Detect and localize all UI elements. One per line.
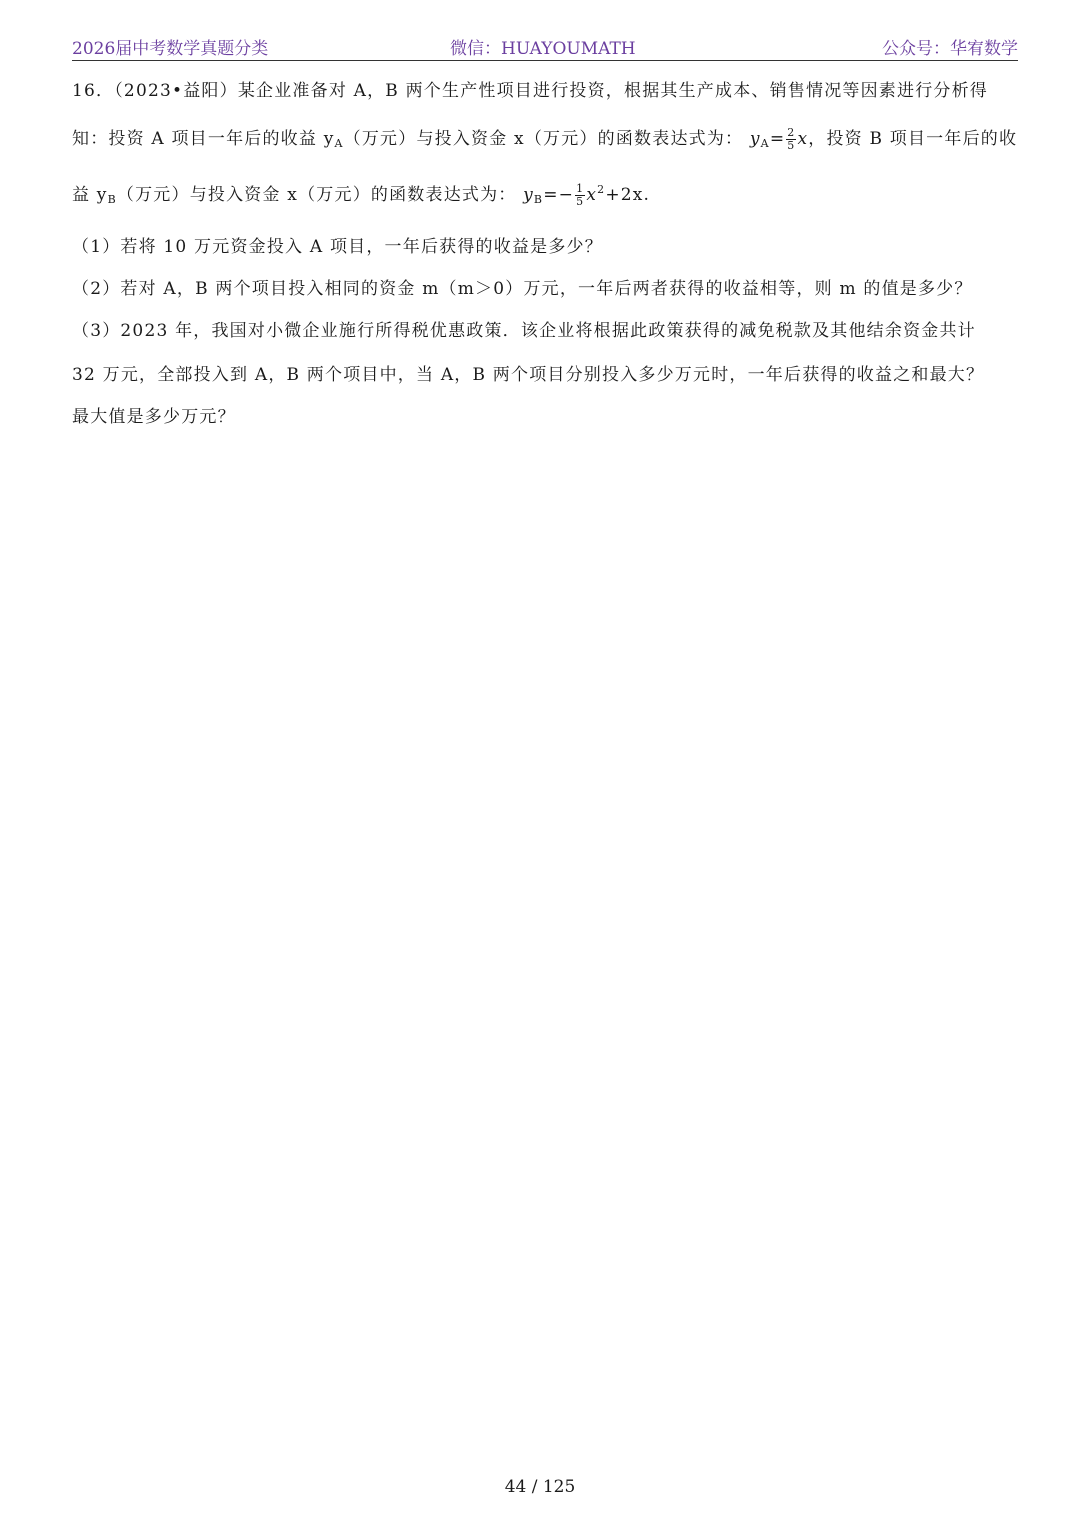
question-1: （1）若将 10 万元资金投入 A 项目，一年后获得的收益是多少？ xyxy=(72,237,603,257)
header-wechat: 微信：HUAYOUMATH xyxy=(450,39,636,59)
line2-text-b: （万元）与投入资金 x（万元）的函数表达式为： xyxy=(343,129,744,149)
problem-line-3 xyxy=(72,180,650,208)
problem-number: 16． xyxy=(72,81,115,101)
problem-line-2 xyxy=(72,124,1017,152)
question-3-line-2: 32 万元，全部投入到 A，B 两个项目中，当 A，B 两个项目分别投入多少万元时，一年后获得的收益之和最大？ xyxy=(72,365,985,385)
page-number: 44 / 125 xyxy=(504,1477,576,1497)
formula-ya: $y_A=$ $\frac{2}{5}$ x xyxy=(749,126,809,152)
header-account: 公众号：华宥数学 xyxy=(882,39,1018,59)
line3-text-a: 益 y xyxy=(72,185,108,205)
question-3-line-1: （3）2023 年，我国对小微企业施行所得税优惠政策．该企业将根据此政策获得的减免税款及其他结余资金共计 xyxy=(72,321,976,341)
formula-yb: $y_B=-$ $\frac{1}{5}$ $x^2+2x$. xyxy=(523,182,651,208)
line2-text-a: 知：投资 A 项目一年后的收益 y xyxy=(72,129,335,149)
fraction-two-fifths: $\frac{2}{5}$ xyxy=(787,126,796,152)
page-header xyxy=(72,30,1018,61)
fraction-one-fifth: $\frac{1}{5}$ xyxy=(576,182,585,208)
line3-text-b: （万元）与投入资金 x（万元）的函数表达式为： xyxy=(116,185,517,205)
problem-intro: （2023•益阳）某企业准备对 A，B 两个生产性项目进行投资，根据其生产成本、销售情况等因素进行分析得 xyxy=(114,81,989,101)
question-3-line-3: 最大值是多少万元？ xyxy=(72,407,236,427)
problem-line-1 xyxy=(72,76,988,101)
line3-sub: B xyxy=(107,193,117,206)
header-title: 2026届中考数学真题分类 xyxy=(72,39,269,59)
line2-text-c: ，投资 B 项目一年后的收 xyxy=(808,129,1018,149)
line2-sub: A xyxy=(334,137,344,150)
question-2: （2）若对 A，B 两个项目投入相同的资金 m（m＞0）万元，一年后两者获得的收益相等，则 m 的值是多少？ xyxy=(72,279,973,299)
